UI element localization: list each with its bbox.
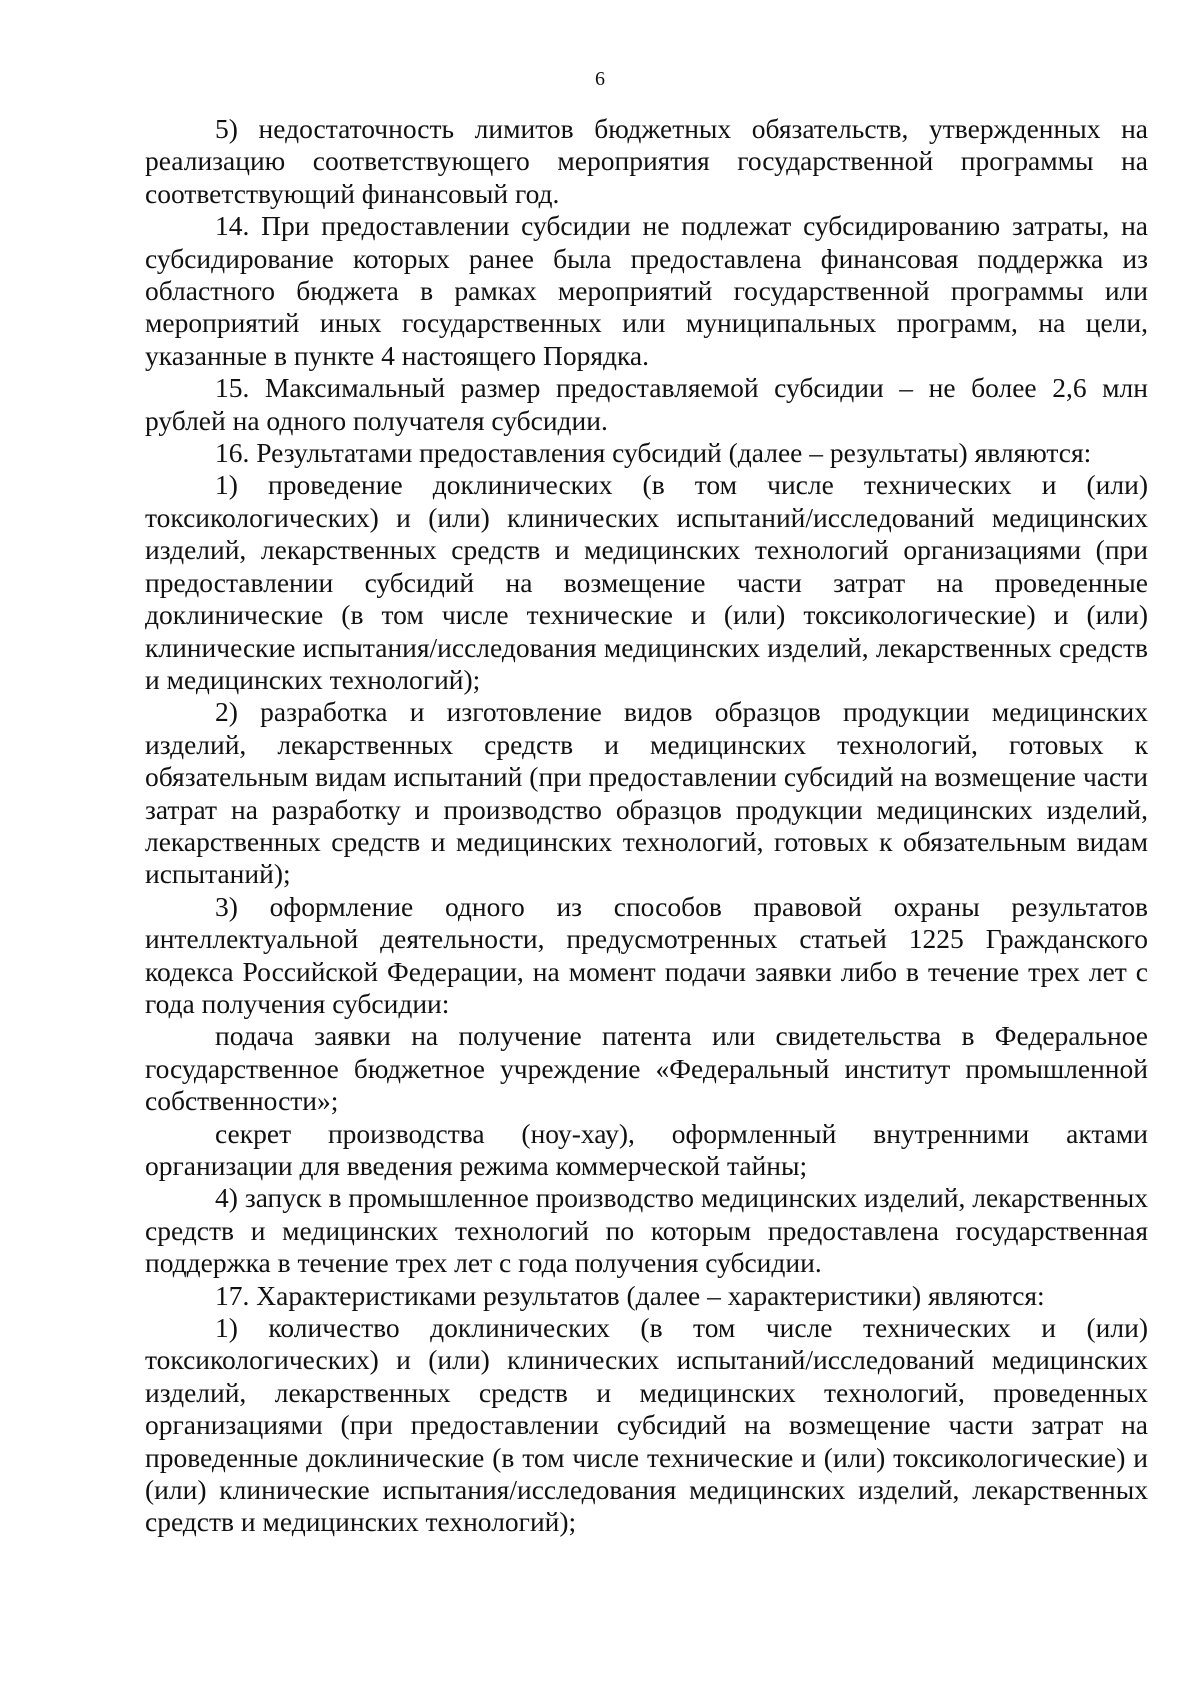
paragraph-17-item-1: 1) количество доклинических (в том числе технических и (или) токсикологических) и (или) клинических испытаний/исследований медицинских изделий, лекарственных средств и медицинских технологий, проведенных организациями (при предоставлении субсидий на возмещение части затрат на проведенные доклинические (в том числе технические и (или) токсикологические) и (или) клинические испытания/исследования медицинских изделий, лекарственных средств и медицинских технологий); — [145, 1312, 1148, 1538]
paragraph-15-max-subsidy: 15. Максимальный размер предоставляемой субсидии – не более 2,6 млн рублей на одного получателя субсидии. — [145, 372, 1148, 436]
paragraph-item-5-budget-limits: 5) недостаточность лимитов бюджетных обязательств, утвержденных на реализацию соответствующего мероприятия государственной программы на соответствующий финансовый год. — [145, 113, 1148, 209]
paragraph-16-item-4: 4) запуск в промышленное производство медицинских изделий, лекарственных средств и медицинских технологий по которым предоставлена государственная поддержка в течение трех лет с года получения субсидии. — [145, 1182, 1148, 1279]
paragraph-17-characteristics-intro: 17. Характеристиками результатов (далее – характеристики) являются: — [215, 1279, 1045, 1311]
paragraph-16-item-3-patent: подача заявки на получение патента или свидетельства в Федеральное государственное бюджетное учреждение «Федеральный институт промышленной собственности»; — [145, 1020, 1148, 1117]
document-body — [145, 113, 1148, 1539]
paragraph-16-item-3: 3) оформление одного из способов правовой охраны результатов интеллектуальной деятельности, предусмотренных статьей 1225 Гражданского кодекса Российской Федерации, на момент подачи заявки либо в течение трех лет с года получения субсидии: — [145, 890, 1148, 1019]
paragraph-16-item-2: 2) разработка и изготовление видов образцов продукции медицинских изделий, лекарственных средств и медицинских технологий, готовых к обязательным видам испытаний (при предоставлении субсидий на возмещение части затрат на разработку и производство образцов продукции медицинских изделий, лекарственных средств и медицинских технологий, готовых к обязательным видам испытаний); — [145, 696, 1148, 890]
paragraph-16-item-1: 1) проведение доклинических (в том числе технических и (или) токсикологических) и (или) клинических испытаний/исследований медицинских изделий, лекарственных средств и медицинских технологий организациями (при предоставлении субсидий на возмещение части затрат на проведенные доклинические (в том числе технические и (или) токсикологические) и (или) клинические испытания/исследования медицинских изделий, лекарственных средств и медицинских технологий); — [145, 469, 1148, 695]
paragraph-14-non-subsidized-costs: 14. При предоставлении субсидии не подлежат субсидированию затраты, на субсидирование которых ранее была предоставлена финансовая поддержка из областного бюджета в рамках мероприятий государственной программы или мероприятий иных государственных или муниципальных программ, на цели, указанные в пункте 4 настоящего Порядка. — [145, 210, 1148, 371]
paragraph-16-item-3-know-how: секрет производства (ноу-хау), оформленный внутренними актами организации для введения режима коммерческой тайны; — [145, 1117, 1148, 1181]
paragraph-16-results-intro: 16. Результатами предоставления субсидий (далее – результаты) являются: — [215, 437, 1092, 469]
page-number: 6 — [595, 68, 605, 90]
